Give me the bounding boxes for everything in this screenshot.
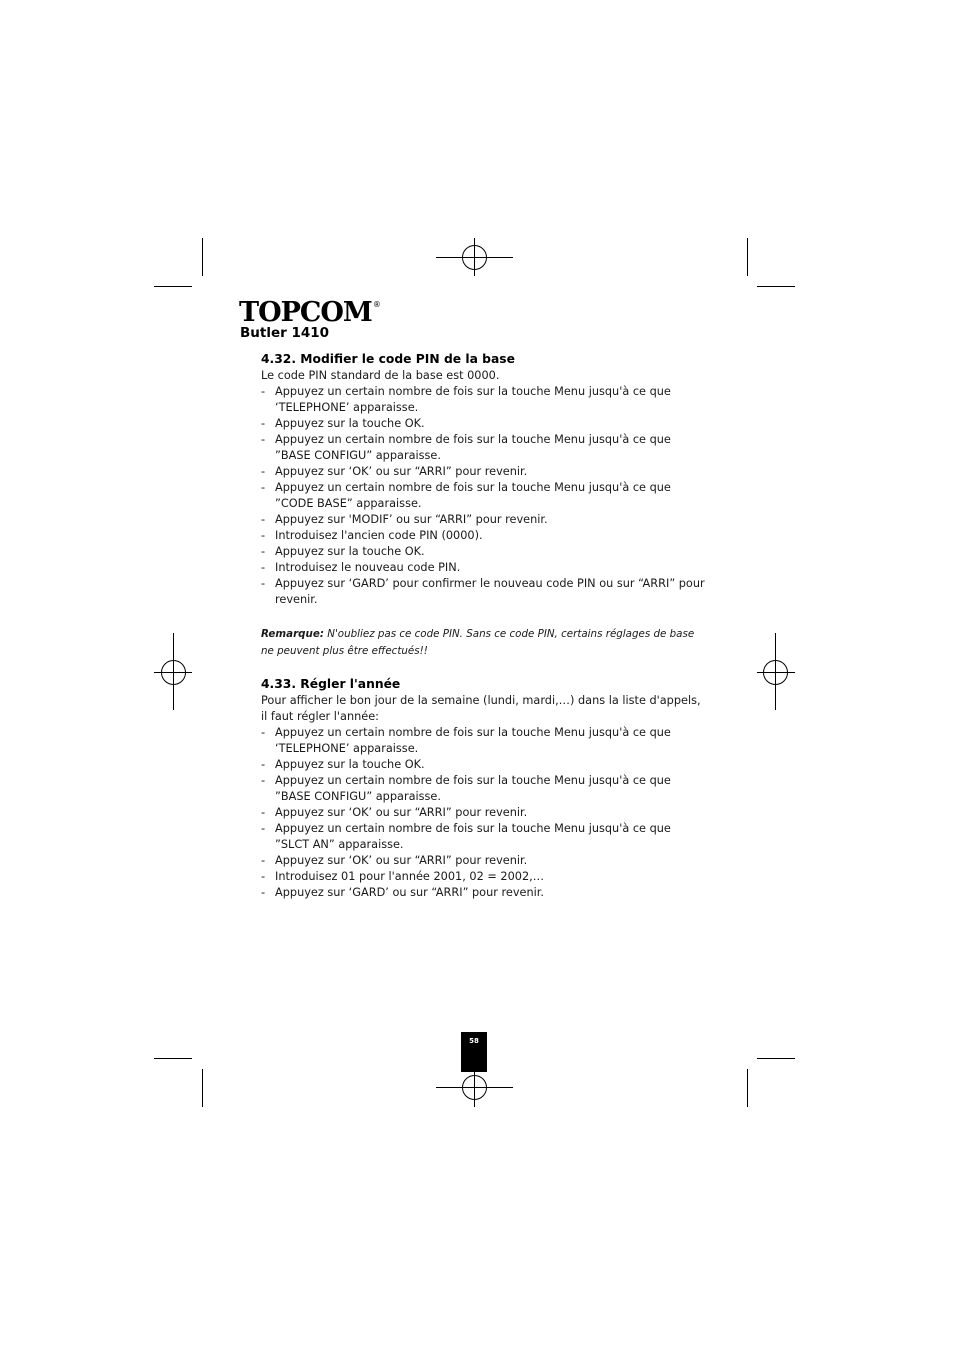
step-list <box>261 725 706 901</box>
section-set-year <box>261 676 706 901</box>
model-name: Butler 1410 <box>240 325 330 341</box>
page-content <box>261 351 706 901</box>
list-item: - Appuyez sur la touche OK. <box>261 757 706 773</box>
list-item: - Appuyez un certain nombre de fois sur la touche Menu jusqu'à ce que ”BASE CONFIGU” apparaisse. <box>261 773 706 805</box>
section-title: 4.33. Régler l'année <box>261 677 401 691</box>
list-item: - Appuyez un certain nombre de fois sur la touche Menu jusqu'à ce que ”CODE BASE” apparaisse. <box>261 480 706 512</box>
list-item: - Appuyez sur 'MODIF’ ou sur “ARRI” pour revenir. <box>261 512 706 528</box>
step-list <box>261 384 706 608</box>
list-item: - Appuyez sur ‘OK’ ou sur “ARRI” pour revenir. <box>261 805 706 821</box>
brand-name: TOPCOM <box>239 297 372 328</box>
list-item: - Appuyez un certain nombre de fois sur la touche Menu jusqu'à ce que ”BASE CONFIGU” apparaisse. <box>261 432 706 464</box>
list-item: - Introduisez l'ancien code PIN (0000). <box>261 528 706 544</box>
list-item: - Appuyez sur la touche OK. <box>261 544 706 560</box>
registered-mark: ® <box>372 300 381 309</box>
list-item: - Appuyez sur la touche OK. <box>261 416 706 432</box>
list-item: - Appuyez un certain nombre de fois sur la touche Menu jusqu'à ce que ”SLCT AN” apparaisse. <box>261 821 706 853</box>
section-modify-pin <box>261 351 706 608</box>
list-item: - Appuyez sur ‘GARD’ pour confirmer le nouveau code PIN ou sur “ARRI” pour revenir. <box>261 576 706 608</box>
brand-logo <box>239 299 381 326</box>
list-item: - Introduisez 01 pour l'année 2001, 02 = 2002,… <box>261 869 706 885</box>
note-text: N'oubliez pas ce code PIN. Sans ce code PIN, certains réglages de base ne peuvent plus être effectués!! <box>261 628 695 657</box>
note-label: Remarque: <box>261 628 324 640</box>
list-item: - Introduisez le nouveau code PIN. <box>261 560 706 576</box>
list-item: - Appuyez sur ‘OK’ ou sur “ARRI” pour revenir. <box>261 464 706 480</box>
list-item: - Appuyez un certain nombre de fois sur la touche Menu jusqu'à ce que ‘TELEPHONE’ apparaisse. <box>261 725 706 757</box>
list-item: - Appuyez un certain nombre de fois sur la touche Menu jusqu'à ce que ‘TELEPHONE’ apparaisse. <box>261 384 706 416</box>
list-item: - Appuyez sur ‘GARD’ ou sur “ARRI” pour revenir. <box>261 885 706 901</box>
list-item: - Appuyez sur ‘OK’ ou sur “ARRI” pour revenir. <box>261 853 706 869</box>
note <box>261 626 706 660</box>
section-intro: Pour afficher le bon jour de la semaine (lundi, mardi,…) dans la liste d'appels, il faut régler l'année: <box>261 694 701 723</box>
page-number: 58 <box>461 1032 487 1072</box>
section-title: 4.32. Modifier le code PIN de la base <box>261 352 515 366</box>
section-intro: Le code PIN standard de la base est 0000. <box>261 369 500 382</box>
